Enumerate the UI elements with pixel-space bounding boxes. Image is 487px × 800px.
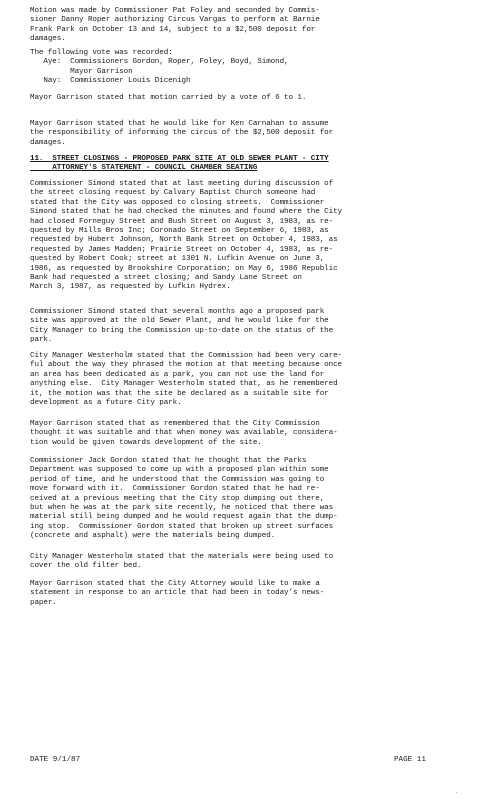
paragraph-mayor-suitable: Mayor Garrison stated that as remembered that the City Commission thought it was suitable and that when money was available, considera- tion would be given towards development of the site. <box>30 420 338 447</box>
paragraph-motion-carried: Mayor Garrison stated that motion carried by a vote of 6 to 1. <box>30 94 307 102</box>
paragraph-vote-record: The following vote was recorded: Aye: Commissioners Gordon, Roper, Foley, Boyd, Simond, Mayor Garrison Nay: Commissioner Louis Dicenigh <box>30 49 289 86</box>
paragraph-circus-motion: Motion was made by Commissioner Pat Foley and seconded by Commis- sioner Danny Roper authorizing Circus Vargas to perform at Barnie Frank Park on October 13 and 14, subject to a $2,500 deposit for damages. <box>30 7 320 44</box>
paragraph-deposit-responsibility: Mayor Garrison stated that he would like for Ken Carnahan to assume the responsibility of informing the circus of the $2,500 deposit for damages. <box>30 120 334 147</box>
section-heading-street-closings: 11. STREET CLOSINGS - PROPOSED PARK SITE AT OLD SEWER PLANT - CITY ATTORNEY'S STATEMENT - COUNCIL CHAMBER SEATING <box>30 155 329 173</box>
paragraph-filter-bed: City Manager Westerholm stated that the materials were being used to cover the old filter bed. <box>30 553 334 571</box>
paragraph-manager-motion: City Manager Westerholm stated that the Commission had been very care- ful about the way they phrased the motion at that meeting because once an area has been dedicated as a park, you can not use the land for anything else. City Manager Westerholm stated that, as he remembered it, the motion was that the site be declared as a suitable site for development as a future City park. <box>30 352 342 408</box>
page-date: DATE 9/1/87 <box>30 756 81 764</box>
paragraph-park-site: Commissioner Simond stated that several months ago a proposed park site was approved at the old Sewer Plant, and he would like for the City Manager to bring the Commission up-to-date on the status of the park. <box>30 308 334 345</box>
scan-mark: · <box>455 790 459 796</box>
paragraph-street-closings: Commissioner Simond stated that at last meeting during discussion of the street closing request by Calvary Baptist Church someone had stated that the City was opposed to closing streets. Commissioner Simond stated that he had checked the minutes and found where the City had closed Forneguy Street and Bush Street on August 3, 1983, as re- quested by Mills Bros Inc; Coronado Street on September 6, 1983, as requested by Hubert Johnson, North Bank Street on October 4, 1983, as requested by James Madden; Prairie Street on October 4, 1983, as re- quested by Robert Cook; street at 1301 N. Lufkin Avenue on June 3, 1986, as requested by Brookshire Corporation; on May 6, 1986 Republic Bank had requested a street closing; and Sandy Lane Street on March 3, 1987, as requested by Lufkin Hydrex. <box>30 180 342 292</box>
page-number: PAGE 11 <box>394 756 426 764</box>
paragraph-gordon-dumping: Commissioner Jack Gordon stated that he thought that the Parks Department was supposed to come up with a proposed plan within some period of time, and he understood that the Commission was going to move forward with it. Commissioner Gordon stated that he had re- ceived at a previous meeting that the City stop dumping out there, but when he was at the park site recently, he noticed that there was material still being dumped and he would request again that the dump- ing stop. Commissioner Gordon stated that broken up street surfaces (concrete and asphalt) were the materials being dumped. <box>30 457 338 541</box>
paragraph-attorney-statement: Mayor Garrison stated that the City Attorney would like to make a statement in response to an article that had been in today's news- paper. <box>30 580 325 607</box>
